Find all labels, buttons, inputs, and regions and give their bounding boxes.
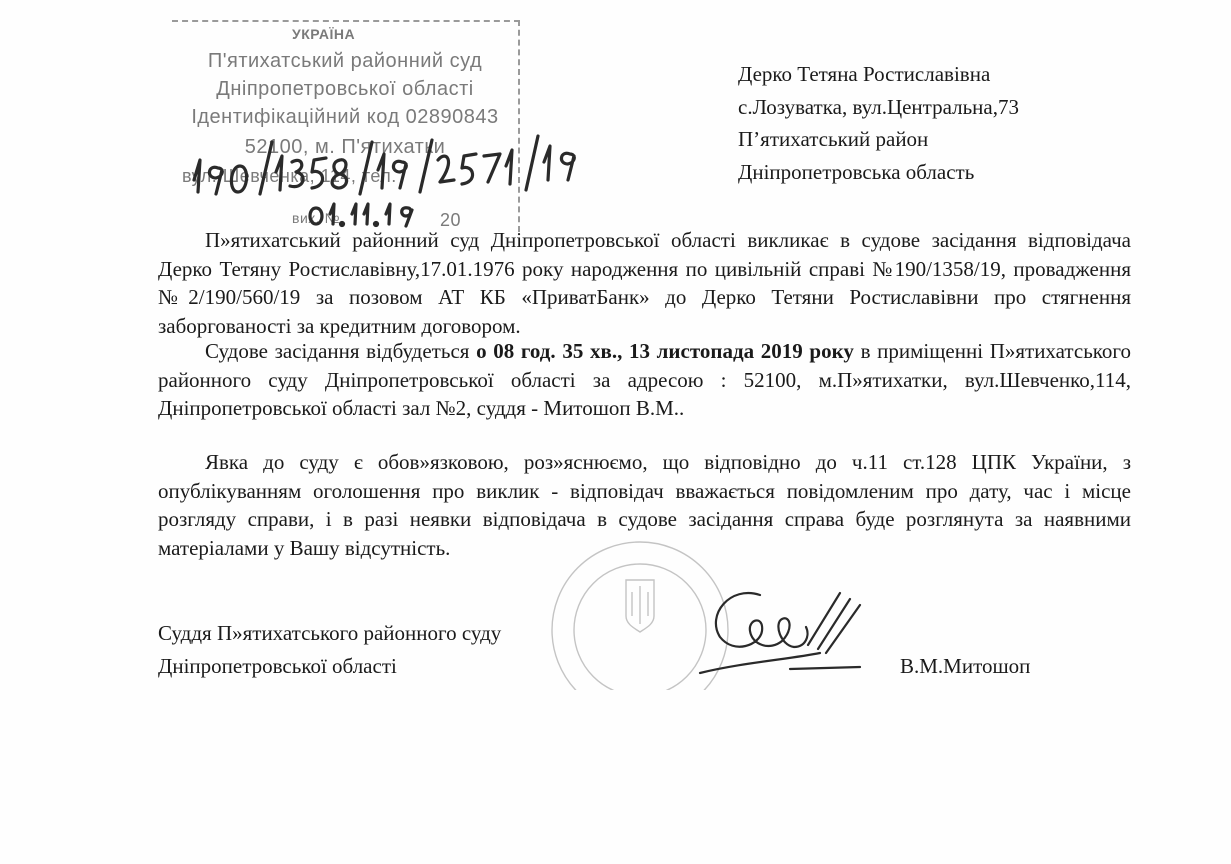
signature-title-line-2: Дніпропетровської області <box>158 654 397 678</box>
judge-name: В.М.Митошоп <box>900 654 1031 678</box>
paragraph-2-lead: Судове засідання відбудеться <box>205 339 470 363</box>
stamp-court-name: П'ятихатський районний суд <box>207 50 483 72</box>
addressee-name: Дерко Тетяна Ростиславівна <box>738 62 991 86</box>
stamp-id-code: Ідентифікаційний код 02890843 <box>191 106 499 128</box>
addressee-address: с.Лозуватка, вул.Центральна,73 <box>738 94 1019 119</box>
judge-signature <box>690 575 890 685</box>
hearing-datetime: о 08 год. 35 хв., 13 листопада 2019 року <box>476 339 854 363</box>
stamp-postal: 52100, м. П'ятихатки <box>244 136 446 158</box>
addressee-district: П’ятихатський район <box>738 127 929 151</box>
paragraph-3-text: Явка до суду є обов»язковою, роз»яснюємо, що відповідно до ч.11 ст.128 ЦПК України, з опублікуванням оголошення про виклик - відповідач вважається повідомленим про дату, час і місце розгляду справи, і в разі неявки відповідача в судове засідання справа буде розглянута за наявними матеріалами у Вашу відсутність. <box>158 450 1131 560</box>
stamp-year-suffix: 20 <box>440 210 462 230</box>
addressee-block <box>738 58 1019 188</box>
paragraph-1-text: П»ятихатський районний суд Дніпропетровської області викликає в судове засідання відповідача Дерко Тетяну Ростиславівну,17.01.1976 року народження по цивільній справі №190/1358/19, провадження №2/190/560/19 за позовом АТ КБ «ПриватБанк» до Дерко Тетяни Ростиславівни про стягнення заборгованості за кредитним договором. <box>158 228 1131 338</box>
handwritten-registration-number <box>188 120 588 230</box>
stamp-street: вул. Шевченка, 114, тел. <box>182 166 397 186</box>
paragraph-2-tail: в приміщенні П»ятихатського районного суду Дніпропетровської області за адресою : 52100, м.П»ятихатки, вул.Шевченко,114, Дніпропетровської області зал №2, суддя - Митошоп В.М.. <box>158 339 1131 420</box>
stamp-out-prefix: вих. № <box>292 210 341 226</box>
addressee-region: Дніпропетровська область <box>738 159 975 184</box>
stamp-region: Дніпропетровської області <box>216 78 474 100</box>
signature-title-line-1: Суддя П»ятихатського районного суду <box>158 621 502 645</box>
stamp-country: УКРАЇНА <box>292 26 356 42</box>
summons-paragraph <box>158 226 1131 340</box>
hearing-paragraph <box>158 337 1131 423</box>
